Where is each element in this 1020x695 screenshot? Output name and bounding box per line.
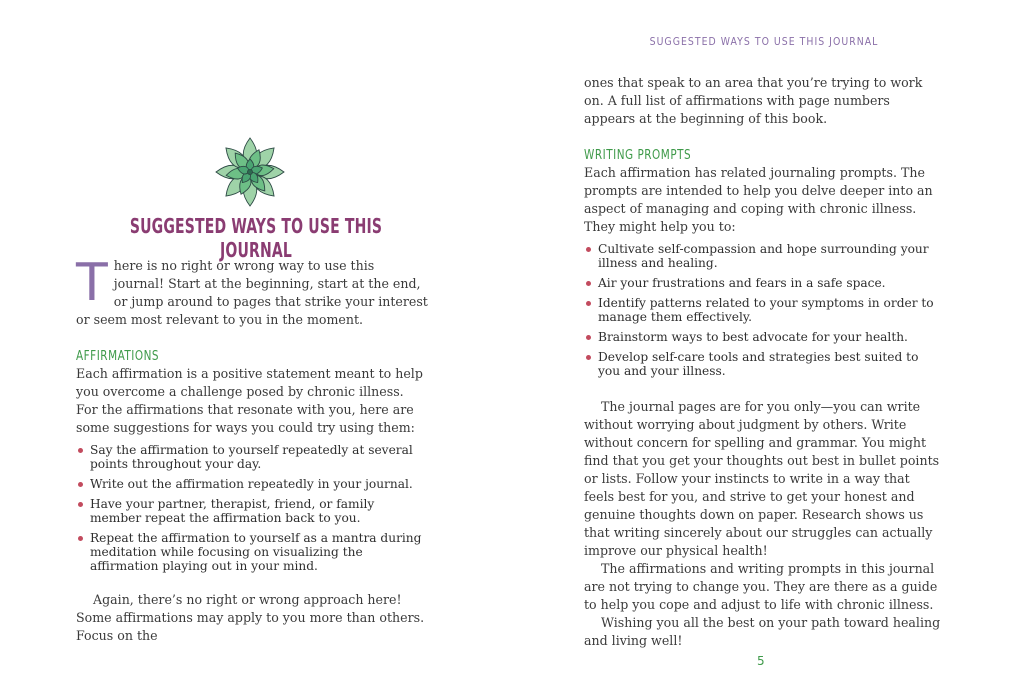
- affirmations-list: [76, 443, 428, 573]
- writing-prompts-heading: WRITING PROMPTS: [584, 147, 692, 163]
- page-number: 5: [757, 654, 765, 668]
- writing-prompts-body: Each affirmation has related journaling prompts. The prompts are intended to help you delve deeper into an aspect of managing and coping with chronic illness. They might help you to:: [584, 165, 933, 234]
- list-item: Say the affirmation to yourself repeatedly at several points throughout your day.: [76, 443, 428, 471]
- list-item: Repeat the affirmation to yourself as a mantra during meditation while focusing on visualizing the affirmation playing out in your mind.: [76, 531, 428, 573]
- running-head: SUGGESTED WAYS TO USE THIS JOURNAL: [649, 35, 879, 48]
- right-column: [584, 74, 942, 650]
- list-item: Brainstorm ways to best advocate for your health.: [584, 330, 942, 344]
- list-item: Cultivate self-compassion and hope surrounding your illness and healing.: [584, 242, 942, 270]
- writing-prompts-list: [584, 242, 942, 378]
- list-item: Write out the affirmation repeatedly in your journal.: [76, 477, 428, 491]
- closing-paragraph: The affirmations and writing prompts in this journal are not trying to change you. They are there as a guide to help you cope and adjust to life with chronic illness.: [584, 561, 938, 612]
- closing-paragraph: The journal pages are for you only—you can write without worrying about judgment by others. Write without concern for spelling and grammar. You might find that you get your thoughts out best in bullet points or lists. Follow your instincts to write in a way that feels best for you, and strive to get your honest and genuine thoughts down on paper. Research shows us that writing sincerely about our struggles can actually improve our physical health!: [584, 399, 940, 558]
- drop-cap: T: [76, 253, 108, 313]
- affirmations-closing: Again, there’s no right or wrong approach here! Some affirmations may apply to you more than others. Focus on the: [76, 592, 425, 643]
- list-item: Identify patterns related to your symptoms in order to manage them effectively.: [584, 296, 942, 324]
- left-column: [76, 253, 428, 645]
- intro-text: here is no right or wrong way to use this journal! Start at the beginning, start at the end, or jump around to pages that strike your interest or seem most relevant to you in the moment.: [76, 258, 428, 327]
- intro-paragraph: [76, 253, 428, 329]
- affirmations-heading: AFFIRMATIONS: [76, 348, 160, 364]
- succulent-illustration: [214, 136, 286, 208]
- continuation-paragraph: ones that speak to an area that you’re trying to work on. A full list of affirmations with page numbers appears at the beginning of this book.: [584, 75, 923, 126]
- list-item: Have your partner, therapist, friend, or family member repeat the affirmation back to you.: [76, 497, 428, 525]
- closing-paragraph: Wishing you all the best on your path toward healing and living well!: [584, 615, 941, 648]
- page-title: SUGGESTED WAYS TO USE THIS JOURNAL: [129, 214, 383, 262]
- list-item: Air your frustrations and fears in a safe space.: [584, 276, 942, 290]
- affirmations-body: Each affirmation is a positive statement meant to help you overcome a challenge posed by chronic illness. For the affirmations that resonate with you, here are some suggestions for ways you could try using them:: [76, 366, 423, 435]
- list-item: Develop self-care tools and strategies best suited to you and your illness.: [584, 350, 942, 378]
